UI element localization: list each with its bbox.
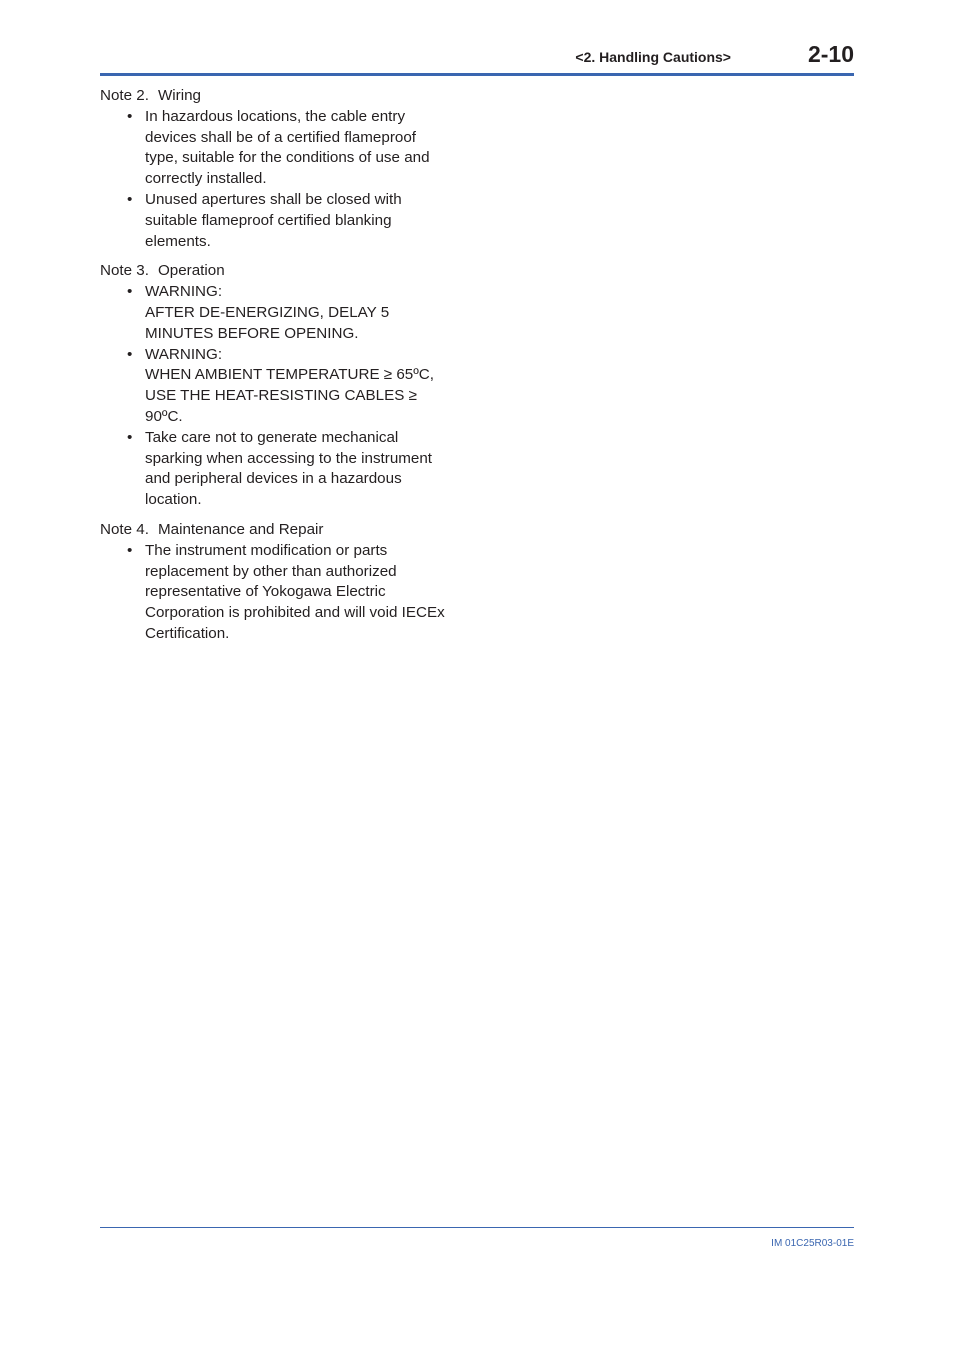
bullet-list	[100, 282, 460, 511]
notes-content	[100, 86, 460, 654]
bullet-text-line: WARNING:	[145, 283, 223, 301]
note-section	[100, 261, 460, 511]
bullet-text-line: type, suitable for the conditions of use and	[145, 149, 430, 167]
bullet-text-line: correctly installed.	[145, 170, 267, 188]
bullet-text-line: Take care not to generate mechanical	[145, 428, 399, 446]
bullet-icon: •	[127, 283, 133, 301]
bullet-item	[100, 282, 460, 344]
bullet-icon: •	[127, 107, 133, 125]
note-section	[100, 520, 460, 645]
bullet-text-line: In hazardous locations, the cable entry	[145, 107, 406, 125]
bullet-item	[100, 428, 460, 511]
note-section	[100, 86, 460, 252]
bullet-text-line: Unused apertures shall be closed with	[145, 190, 402, 208]
bullet-item	[100, 190, 460, 252]
bullet-text-line: replacement by other than authorized	[145, 562, 397, 580]
bullet-text-line: 90ºC.	[145, 407, 183, 425]
note-number: Note 4.	[100, 520, 149, 538]
bullet-text-line: USE THE HEAT-RESISTING CABLES ≥	[145, 387, 417, 405]
bullet-icon: •	[127, 345, 133, 363]
bullet-item	[100, 345, 460, 428]
bullet-text-line: The instrument modification or parts	[145, 541, 388, 559]
bullet-text-line: and peripheral devices in a hazardous	[145, 470, 402, 488]
bullet-text-line: devices shall be of a certified flameproof	[145, 128, 416, 146]
note-title: Maintenance and Repair	[157, 520, 324, 538]
footer-divider	[100, 1227, 854, 1228]
note-title: Operation	[157, 262, 225, 280]
bullet-icon: •	[127, 190, 133, 208]
bullet-text-line: WARNING:	[145, 345, 223, 363]
bullet-text-line: sparking when accessing to the instrument	[145, 449, 433, 467]
bullet-text-line: MINUTES BEFORE OPENING.	[145, 324, 359, 342]
bullet-text-line: representative of Yokogawa Electric	[145, 583, 386, 601]
note-number: Note 3.	[100, 262, 149, 280]
page-header	[100, 40, 854, 76]
note-heading	[100, 520, 460, 541]
bullet-text-line: Corporation is prohibited and will void IECEx	[145, 604, 445, 622]
bullet-text-line: elements.	[145, 232, 211, 250]
bullet-text-line: Certification.	[145, 624, 230, 642]
bullet-icon: •	[127, 541, 133, 559]
bullet-text-line: location.	[145, 491, 202, 509]
document-id: IM 01C25R03-01E	[771, 1238, 854, 1249]
bullet-text-line: WHEN AMBIENT TEMPERATURE ≥ 65ºC,	[145, 366, 434, 384]
note-heading	[100, 86, 460, 107]
header-divider	[100, 73, 854, 76]
section-title: <2. Handling Cautions>	[575, 49, 731, 65]
bullet-list	[100, 541, 460, 645]
bullet-icon: •	[127, 428, 133, 446]
note-heading	[100, 261, 460, 282]
bullet-item	[100, 107, 460, 190]
note-title: Wiring	[157, 87, 202, 104]
bullet-item	[100, 541, 460, 645]
bullet-text-line: AFTER DE-ENERGIZING, DELAY 5	[145, 303, 390, 321]
page-number: 2-10	[807, 41, 854, 67]
note-number: Note 2.	[100, 87, 149, 104]
bullet-list	[100, 107, 460, 253]
bullet-text-line: suitable flameproof certified blanking	[145, 211, 392, 229]
